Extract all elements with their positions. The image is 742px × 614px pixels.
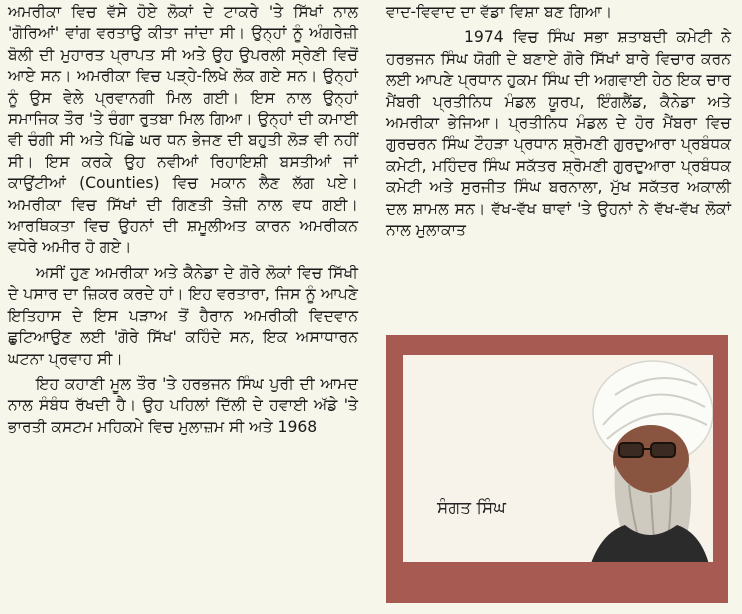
article-right-column — [386, 0, 731, 245]
paragraph-continuation: ਵਾਦ-ਵਿਵਾਦ ਦਾ ਵੱਡਾ ਵਿਸ਼ਾ ਬਣ ਗਿਆ। — [386, 3, 613, 21]
paragraph-1: ਅਮਰੀਕਾ ਵਿਚ ਵੱਸੇ ਹੋਏ ਲੋਕਾਂ ਦੇ ਟਾਕਰੇ 'ਤੇ ਸਿੱਖਾਂ ਨਾਲ 'ਗੋਰਿਆਂ' ਵਾਂਗ ਵਰਤਾਉ ਕੀਤਾ ਜਾਂਦਾ ਸੀ। ਉਨ੍ਹਾਂ ਨੂੰ ਅੰਗਰੇਜ਼ੀ ਬੋਲੀ ਦੀ ਮੁਹਾਰਤ ਪ੍ਰਾਪਤ ਸੀ ਅਤੇ ਉਹ ਉਪਰਲੀ ਸ੍ਰੇਣੀ ਵਿਚੋਂ ਆਏ ਸਨ। ਅਮਰੀਕਾ ਵਿਚ ਪੜ੍ਹੇ-ਲਿਖੇ ਲੋਕ ਗਏ ਸਨ। ਉਨ੍ਹਾਂ ਨੂੰ ਉਸ ਵੇਲੇ ਪ੍ਰਵਾਨਗੀ ਮਿਲ ਗਈ। ਇਸ ਨਾਲ ਉਨ੍ਹਾਂ ਸਮਾਜਿਕ ਤੌਰ 'ਤੇ ਚੰਗਾ ਰੁਤਬਾ ਮਿਲ ਗਿਆ। ਉਨ੍ਹਾਂ ਦੀ ਕਮਾਈ ਵੀ ਚੰਗੀ ਸੀ ਅਤੇ ਪਿੱਛੇ ਘਰ ਧਨ ਭੇਜਣ ਦੀ ਬਹੁਤੀ ਲੋੜ ਵੀ ਨਹੀਂ ਸੀ। ਇਸ ਕਰਕੇ ਉਹ ਨਵੀਆਂ ਰਿਹਾਇਸ਼ੀ ਬਸਤੀਆਂ ਜਾਂ ਕਾਉਂਟੀਆਂ (Counties) ਵਿਚ ਮਕਾਨ ਲੈਣ ਲੱਗ ਪਏ। ਅਮਰੀਕਾ ਵਿਚ ਸਿੱਖਾਂ ਦੀ ਗਿਣਤੀ ਤੇਜ਼ੀ ਨਾਲ ਵਧ ਗਈ। ਆਰਥਿਕਤਾ ਵਿਚ ਉਹਨਾਂ ਦੀ ਸ਼ਮੂਲੀਅਤ ਕਾਰਨ ਅਮਰੀਕਨ ਵਧੇਰੇ ਅਮੀਰ ਹੋ ਗਏ। — [8, 3, 358, 257]
glasses-left-lens — [619, 443, 643, 457]
paragraph-1974: 1974 ਵਿਚ ਸਿੰਘ ਸਭਾ ਸ਼ਤਾਬਦੀ ਕਮੇਟੀ ਨੇ ਹਰਭਜਨ ਸਿੰਘ ਯੋਗੀ ਦੇ ਬਣਾਏ ਗੋਰੇ ਸਿੱਖਾਂ ਬਾਰੇ ਵਿਚਾਰ ਕਰਨ ਲਈ ਆਪਣੇ ਪ੍ਰਧਾਨ ਹੁਕਮ ਸਿੰਘ ਦੀ ਅਗਵਾਈ ਹੇਠ ਇਕ ਚਾਰ ਮੈਂਬਰੀ ਪ੍ਰਤੀਨਿਧ ਮੰਡਲ ਯੂਰਪ, ਇੰਗਲੈਂਡ, ਕੈਨੇਡਾ ਅਤੇ ਅਮਰੀਕਾ ਭੇਜਿਆ। ਪ੍ਰਤੀਨਿਧ ਮੰਡਲ ਦੇ ਹੋਰ ਮੈਂਬਰਾ ਵਿਚ ਗੁਰਚਰਨ ਸਿੰਘ ਟੌਹੜਾ ਪ੍ਰਧਾਨ ਸ਼੍ਰੋਮਣੀ ਗੁਰਦੁਆਰਾ ਪ੍ਰਬੰਧਕ ਕਮੇਟੀ, ਮਹਿੰਦਰ ਸਿੰਘ ਸਕੱਤਰ ਸ਼੍ਰੋਮਣੀ ਗੁਰਦੁਆਰਾ ਪ੍ਰਬੰਧਕ ਕਮੇਟੀ ਅਤੇ ਸੁਰਜੀਤ ਸਿੰਘ ਬਰਨਾਲਾ, ਮੁੱਖ ਸਕੱਤਰ ਅਕਾਲੀ ਦਲ ਸ਼ਾਮਲ ਸਨ। ਵੱਖ-ਵੱਖ ਥਾਵਾਂ 'ਤੇ ਉਹਨਾਂ ਨੇ ਵੱਖ-ਵੱਖ ਲੋਕਾਂ ਨਾਲ ਮੁਲਾਕਾਤ — [386, 28, 731, 240]
article-left-column — [8, 0, 358, 442]
photo-caption: ਸੰਗਤ ਸਿੰਘ — [437, 498, 506, 518]
paragraph-2: ਅਸੀਂ ਹੁਣ ਅਮਰੀਕਾ ਅਤੇ ਕੈਨੇਡਾ ਦੇ ਗੋਰੇ ਲੋਕਾਂ ਵਿਚ ਸਿੱਖੀ ਦੇ ਪਸਾਰ ਦਾ ਜ਼ਿਕਰ ਕਰਦੇ ਹਾਂ। ਇਹ ਵਰਤਾਰਾ, ਜਿਸ ਨੂੰ ਆਪਣੇ ਇਤਿਹਾਸ ਦੇ ਇਸ ਪੜਾਅ ਤੋਂ ਹੈਰਾਨ ਅਮਰੀਕੀ ਵਿਦਵਾਨ ਛੁਟਿਆਉਣ ਲਈ 'ਗੋਰੇ ਸਿੱਖ' ਕਹਿੰਦੇ ਸਨ, ਇਕ ਅਸਾਧਾਰਨ ਘਟਨਾ ਪ੍ਰਵਾਹ ਸੀ। — [8, 263, 358, 368]
photo-bottom-band — [403, 562, 713, 590]
photo-panel — [403, 355, 713, 590]
portrait-photo — [585, 355, 713, 585]
paragraph-3: ਇਹ ਕਹਾਣੀ ਮੂਲ ਤੌਰ 'ਤੇ ਹਰਭਜਨ ਸਿੰਘ ਪੁਰੀ ਦੀ ਆਮਦ ਨਾਲ ਸੰਬੰਧ ਰੱਖਦੀ ਹੈ। ਉਹ ਪਹਿਲਾਂ ਦਿੱਲੀ ਦੇ ਹਵਾਈ ਅੱਡੇ 'ਤੇ ਭਾਰਤੀ ਕਸਟਮ ਮਹਿਕਮੇ ਵਿਚ ਮੁਲਾਜ਼ਮ ਸੀ ਅਤੇ 1968 — [8, 374, 358, 436]
photo-frame — [386, 335, 728, 603]
glasses-right-lens — [651, 443, 675, 457]
